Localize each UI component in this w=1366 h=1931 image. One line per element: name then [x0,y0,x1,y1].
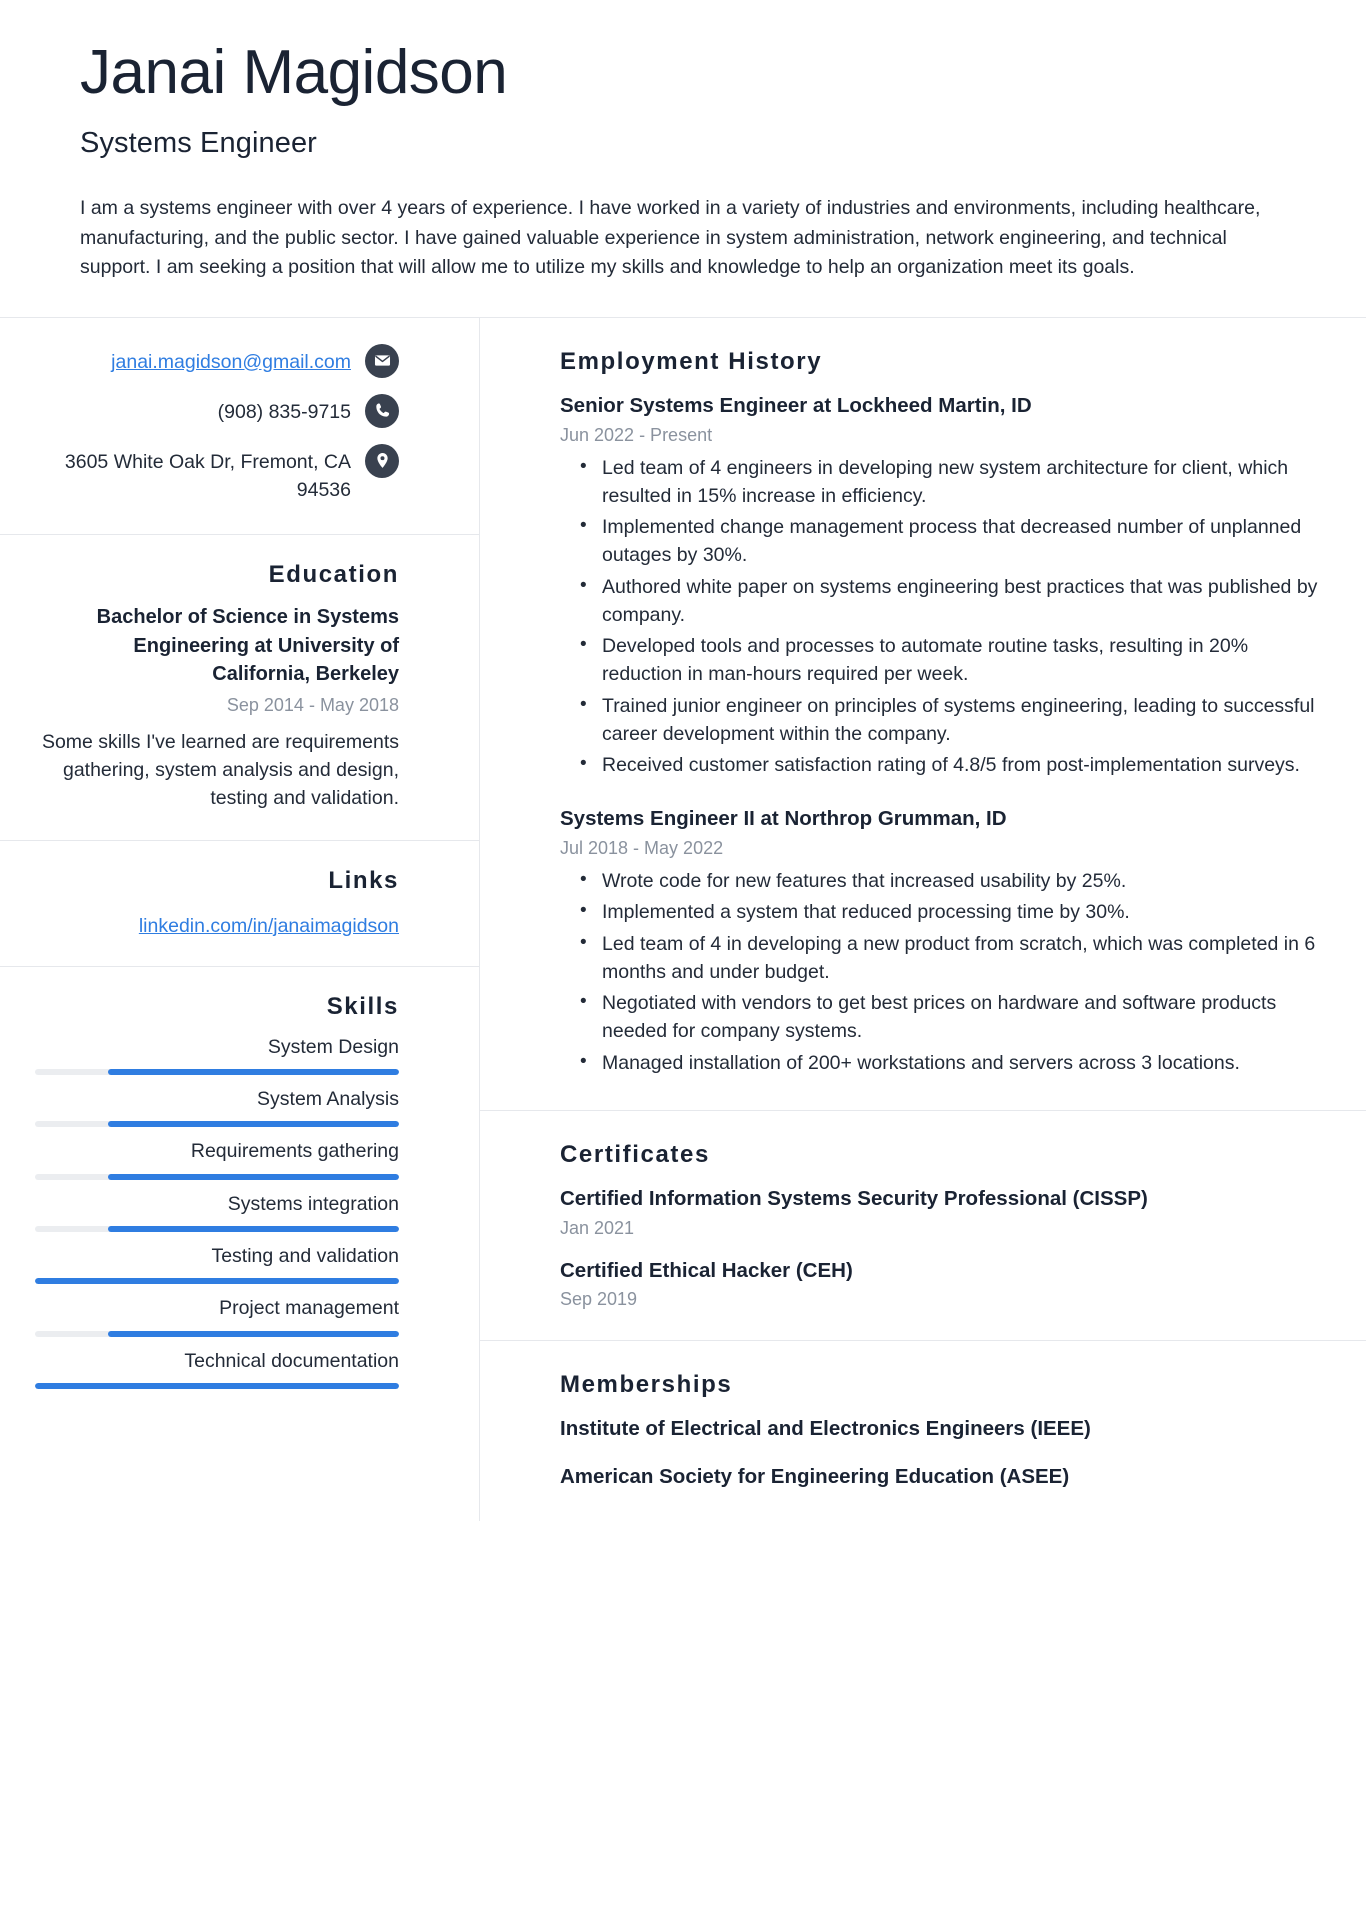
employment-section-title: Employment History [560,347,823,375]
skill-label: Technical documentation [184,1349,399,1372]
skills-section-title: Skills [326,992,399,1020]
skill-progress-fill [108,1331,399,1337]
skill-progress-track [35,1331,399,1337]
job-bullet: • Negotiated with vendors to get best prices on hardware and software products needed for company systems. [602,989,1326,1046]
job-bullet: • Received customer satisfaction rating of 4.8/5 from post-implementation surveys. [602,751,1326,779]
skill-progress-track [35,1383,399,1389]
education-description: Some skills I've learned are requirements gathering, system analysis and design, testing and validation. [41,730,399,809]
full-name: Janai Magidson [80,38,508,107]
memberships-section-title: Memberships [560,1371,733,1399]
membership-item: American Society for Engineering Education (ASEE) [560,1464,1070,1488]
skill-item [35,1296,399,1336]
job-entry [560,805,1326,1077]
skill-progress-track [35,1174,399,1180]
certificate-date: Jan 2021 [560,1217,635,1238]
skill-item [35,1244,399,1284]
skill-item [35,1349,399,1389]
skill-label: Project management [219,1297,399,1320]
education-section-title: Education [268,561,399,589]
skill-progress-track [35,1226,399,1232]
skill-label: Systems integration [227,1192,399,1215]
link-linkedin[interactable]: linkedin.com/in/janaimagidson [138,914,399,937]
job-heading: Senior Systems Engineer at Lockheed Martin, ID [560,393,1032,417]
education-item [35,603,399,811]
envelope-icon [365,344,399,378]
email-value[interactable]: janai.magidson@gmail.com [111,350,351,373]
memberships-block [480,1341,1366,1520]
skill-progress-fill [108,1174,399,1180]
skill-item [35,1087,399,1127]
main-column [480,318,1366,1521]
job-bullet: • Wrote code for new features that increased usability by 25%. [602,867,1326,895]
links-block [0,841,479,967]
job-bullet: • Implemented a system that reduced processing time by 30%. [602,898,1326,926]
skill-progress-fill [35,1383,399,1389]
job-bullet: • Led team of 4 in developing a new product from scratch, which was completed in 6 months and under budget. [602,930,1326,987]
contact-email-row[interactable] [35,344,399,378]
certificate-item [560,1257,1326,1311]
membership-item: Institute of Electrical and Electronics Engineers (IEEE) [560,1417,1091,1441]
job-bullet: • Implemented change management process that decreased number of unplanned outages by 30%. [602,513,1326,570]
certificate-name: Certified Ethical Hacker (CEH) [560,1258,853,1282]
sidebar-column [0,318,480,1521]
skill-label: System Design [267,1035,399,1058]
job-bullet: • Led team of 4 engineers in developing new system architecture for client, which resulted in 15% increase in efficiency. [602,454,1326,511]
skill-progress-fill [35,1278,399,1284]
job-bullet-list [560,454,1326,780]
contact-phone-row[interactable] [35,394,399,428]
job-bullet-list [560,867,1326,1077]
contact-address-row[interactable] [35,444,399,505]
job-bullet: • Authored white paper on systems engineering best practices that was published by company. [602,573,1326,630]
certificates-block [480,1111,1366,1341]
job-bullet: • Trained junior engineer on principles of systems engineering, leading to successful career development within the company. [602,692,1326,749]
skill-progress-fill [108,1069,399,1075]
job-entry [560,392,1326,780]
job-bullet: • Developed tools and processes to automate routine tasks, resulting in 20% reduction in man-hours required per week. [602,632,1326,689]
skill-progress-track [35,1069,399,1075]
employment-history-block [480,318,1366,1111]
skill-item [35,1192,399,1232]
certificate-item [560,1185,1326,1239]
location-pin-icon [365,444,399,478]
skill-progress-track [35,1278,399,1284]
education-degree: Bachelor of Science in Systems Engineering at University of California, Berkeley [96,606,399,686]
certificates-list [560,1185,1326,1310]
skill-label: Testing and validation [211,1245,399,1268]
address-value: 3605 White Oak Dr, Fremont, CA 94536 [64,450,351,502]
phone-icon [365,394,399,428]
skill-label: Requirements gathering [190,1140,399,1163]
skill-progress-fill [108,1121,399,1127]
memberships-list [560,1415,1326,1490]
professional-summary: I am a systems engineer with over 4 years of experience. I have worked in a variety of industries and environments, including healthcare, manufacturing, and the public sector. I have gained valuable experience in system administration, network engineering, and technical support. I am seeking a position that will allow me to utilize my skills and knowledge to help an organization meet its goals. [80,196,1261,279]
contact-details-block [0,318,479,536]
phone-value: (908) 835-9715 [217,400,351,423]
job-title: Systems Engineer [80,126,317,159]
resume-body [0,317,1366,1521]
certificate-name: Certified Information Systems Security Professional (CISSP) [560,1186,1148,1210]
resume-header [0,0,1366,317]
job-heading: Systems Engineer II at Northrop Grumman, ID [560,807,1007,831]
skill-progress-fill [108,1226,399,1232]
skill-label: System Analysis [257,1088,399,1111]
education-block [0,535,479,840]
certificates-section-title: Certificates [560,1140,710,1168]
skill-item [35,1035,399,1075]
job-date-range: Jul 2018 - May 2022 [560,838,724,859]
links-section-title: Links [328,866,399,894]
skills-list [35,1035,399,1389]
job-bullet: • Managed installation of 200+ workstations and servers across 3 locations. [602,1049,1326,1077]
jobs-list [560,392,1326,1077]
skill-item [35,1139,399,1179]
certificate-date: Sep 2019 [560,1289,638,1310]
skill-progress-track [35,1121,399,1127]
skills-block [0,967,479,1417]
job-date-range: Jun 2022 - Present [560,424,713,445]
education-date: Sep 2014 - May 2018 [226,694,399,715]
